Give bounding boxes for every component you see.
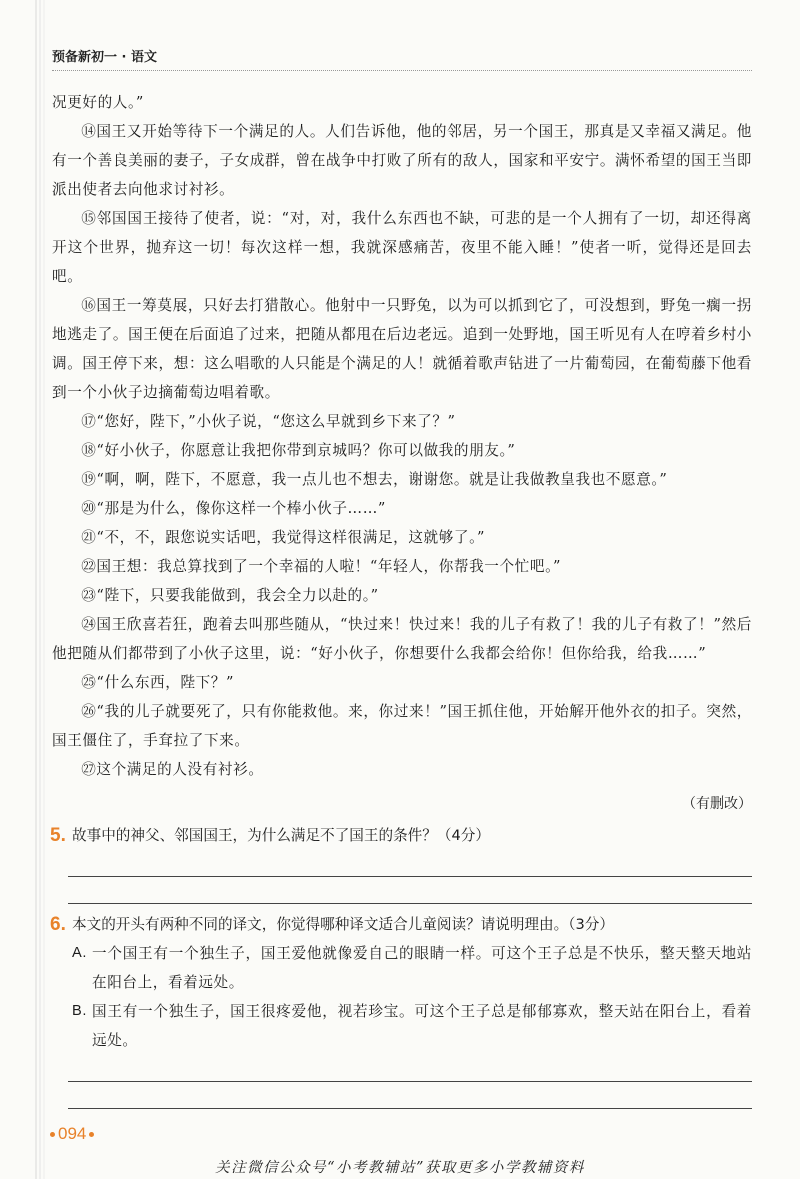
- paragraph: ⑱“好小伙子，你愿意让我把你带到京城吗？你可以做我的朋友。”: [81, 442, 516, 459]
- question-5: [52, 821, 752, 850]
- answer-line[interactable]: [68, 850, 752, 877]
- page-number-text: 094: [58, 1124, 87, 1143]
- option-b: [72, 997, 752, 1055]
- option-a: [72, 939, 752, 997]
- page-header-title: 预备新初一 · 语文: [52, 50, 157, 65]
- answer-line[interactable]: [68, 1055, 752, 1082]
- footer-note: 关注微信公众号“小考教辅站”获取更多小学教辅资料: [215, 1160, 585, 1176]
- paragraph: 况更好的人。”: [52, 94, 144, 111]
- paragraph: ⑳“那是为什么，像你这样一个棒小伙子……”: [81, 500, 386, 517]
- paragraph: ⑮邻国国王接待了使者，说：“对，对，我什么东西也不缺，可悲的是一个人拥有了一切，却还得离开这个世界，抛弃这一切！每次这样一想，我就深感痛苦，夜里不能入睡！”使者一听，觉得还是回去吧。: [52, 210, 752, 285]
- option-text: 国王有一个独生子，国王很疼爱他，视若珍宝。可这个王子总是郁郁寡欢，整天站在阳台上，看着远处。: [92, 1003, 752, 1049]
- option-letter: A.: [72, 945, 87, 961]
- paragraph: ㉕“什么东西，陛下？”: [81, 674, 235, 691]
- option-letter: B.: [72, 1003, 87, 1019]
- page-edge-lines: [0, 0, 46, 1179]
- paragraph: ⑰“您好，陛下，”小伙子说，“您这么早就到乡下来了？”: [81, 413, 456, 430]
- answer-line[interactable]: [68, 877, 752, 904]
- option-text: 一个国王有一个独生子，国王爱他就像爱自己的眼睛一样。可这个王子总是不快乐，整天整天地站在阳台上，看着远处。: [92, 945, 752, 991]
- bullet-dot-icon: [89, 1132, 94, 1137]
- source-note: （有删改）: [682, 796, 752, 812]
- question-6: [52, 910, 752, 939]
- answer-line[interactable]: [68, 1082, 752, 1109]
- paragraph: ㉔国王欣喜若狂，跑着去叫那些随从，“快过来！快过来！我的儿子有救了！我的儿子有救了！”然后他把随从们都带到了小伙子这里，说：“好小伙子，你想要什么我都会给你！但你给我，给我……”: [52, 616, 752, 662]
- paragraph: ㉗这个满足的人没有衬衫。: [81, 761, 264, 778]
- paragraph: ⑭国王又开始等待下一个满足的人。人们告诉他，他的邻居，另一个国王，那真是又幸福又满足。他有一个善良美丽的妻子，子女成群，曾在战争中打败了所有的敌人，国家和平安宁。满怀希望的国王当即派出使者去向他求讨衬衫。: [52, 123, 752, 198]
- article-body: [52, 88, 752, 1109]
- paragraph: ⑲“啊，啊，陛下，不愿意，我一点儿也不想去，谢谢您。就是让我做教皇我也不愿意。”: [81, 471, 668, 488]
- question-text: 本文的开头有两种不同的译文，你觉得哪种译文适合儿童阅读？请说明理由。（3分）: [72, 916, 614, 933]
- bullet-dot-icon: [50, 1132, 55, 1137]
- paragraph: ㉓“陛下，只要我能做到，我会全力以赴的。”: [81, 587, 379, 604]
- header-divider: [52, 70, 752, 71]
- page-number: [50, 1124, 94, 1144]
- question-number: 5.: [50, 825, 66, 846]
- paragraph: ㉖“我的儿子就要死了，只有你能救他。来，你过来！”国王抓住他，开始解开他外衣的扣子。突然，国王僵住了，手耷拉了下来。: [52, 703, 752, 749]
- paragraph: ㉒国王想：我总算找到了一个幸福的人啦！“年轻人，你帮我一个忙吧。”: [81, 558, 562, 575]
- paragraph: ⑯国王一筹莫展，只好去打猎散心。他射中一只野兔，以为可以抓到它了，可没想到，野兔一瘸一拐地逃走了。国王便在后面追了过来，把随从都甩在后边老远。追到一处野地，国王听见有人在哼着乡村小调。国王停下来，想：这么唱歌的人只能是个满足的人！就循着歌声钻进了一片葡萄园，在葡萄藤下他看到一个小伙子边摘葡萄边唱着歌。: [52, 297, 752, 401]
- question-number: 6.: [50, 914, 66, 935]
- paragraph: ㉑“不，不，跟您说实话吧，我觉得这样很满足，这就够了。”: [81, 529, 486, 546]
- question-text: 故事中的神父、邻国国王，为什么满足不了国王的条件？（4分）: [72, 827, 490, 844]
